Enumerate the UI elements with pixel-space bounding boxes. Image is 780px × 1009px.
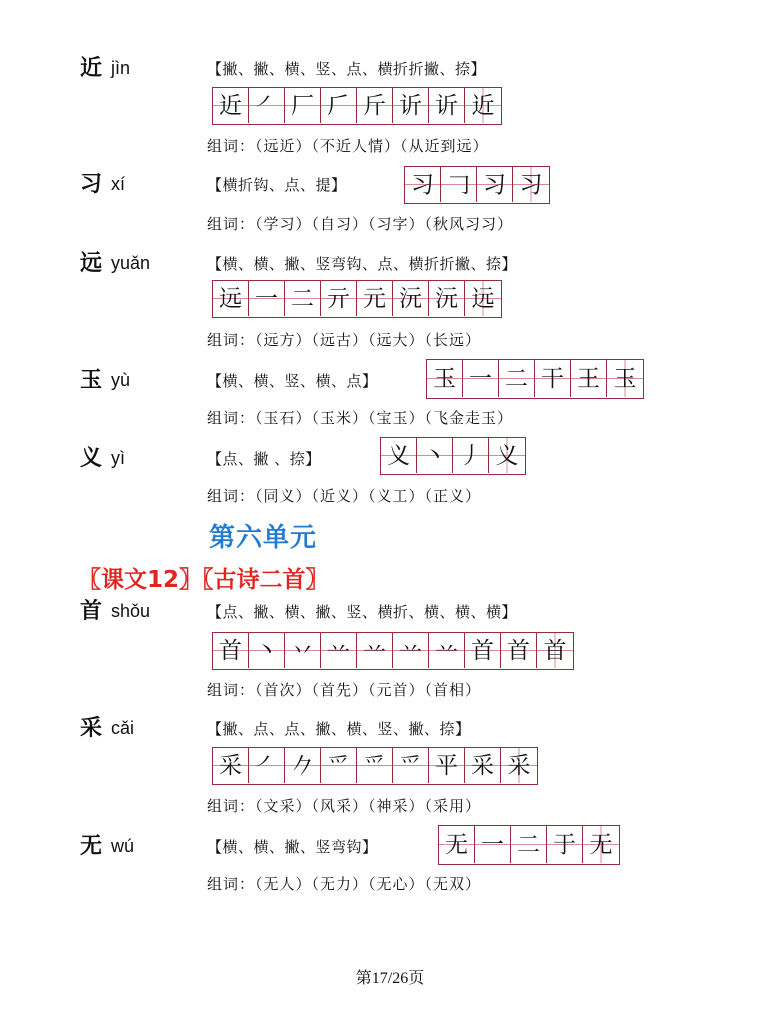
stroke-cell: 一 [463,360,499,397]
stroke-cell: 沅 [429,281,465,316]
stroke-cell: 近 [465,88,501,123]
entry-character: 玉 [80,367,103,393]
stroke-cell: 二 [499,360,535,397]
stroke-cell: 丿 [453,438,489,473]
stroke-cell: 沅 [393,281,429,316]
entry-pinyin: wú [111,836,135,856]
entry-character: 义 [80,445,103,471]
stroke-cell: 平 [429,748,465,783]
word-examples: 组词：（远方）（远古）（远大）（长远） [207,331,482,349]
stroke-cell: 玉 [607,360,643,397]
page-number: 第17/26页 [355,970,425,987]
stroke-cell: 首 [501,633,537,668]
stroke-cell: 䜣 [393,88,429,123]
stroke-cell: 一 [475,826,511,863]
entry-character: 习 [80,171,103,197]
stroke-cell: 首 [213,633,249,668]
stroke-order-text: 【横、横、撇、竖弯钩】 [207,838,378,856]
stroke-cell: 爫 [321,748,357,783]
stroke-grid [212,747,538,785]
stroke-order-text: 【撇、撇、横、竖、点、横折折撇、捺】 [207,60,487,78]
stroke-cell: 习 [405,167,441,202]
stroke-cell: 一 [249,281,285,316]
stroke-cell: 丶 [249,633,285,668]
entry-pinyin: shǒu [111,601,151,621]
stroke-order-text: 【横、横、竖、横、点】 [207,372,378,390]
stroke-cell: 采 [213,748,249,783]
stroke-cell: 干 [535,360,571,397]
stroke-cell: 首 [537,633,573,668]
stroke-cell: 习 [513,167,549,202]
stroke-cell: 䜣 [429,88,465,123]
stroke-grid [212,632,574,670]
stroke-grid [404,166,550,204]
stroke-cell: 远 [465,281,501,316]
entry-character: 无 [80,833,103,859]
stroke-cell: 习 [477,167,513,202]
stroke-order-text: 【点、撇、横、撇、竖、横折、横、横、横】 [207,603,518,621]
stroke-cell: 厂 [285,88,321,123]
stroke-order-text: 【横、横、撇、竖弯钩、点、横折折撇、捺】 [207,255,518,273]
stroke-cell: ㇒ [249,88,285,123]
stroke-cell: 䒑 [357,633,393,668]
entry-character: 首 [80,598,103,624]
stroke-cell: 䒑 [393,633,429,668]
stroke-cell: 丷 [285,633,321,668]
word-examples: 组词：（远近）（不近人情）（从近到远） [207,137,489,155]
word-examples: 组词：（玉石）（玉米）（宝玉）（飞金走玉） [207,409,514,427]
stroke-cell: 𠂊 [285,748,321,783]
entry-character: 采 [80,715,103,741]
entry-pinyin: yù [111,370,131,390]
stroke-cell: 䒑 [321,633,357,668]
stroke-cell: 爫 [357,748,393,783]
stroke-grid [212,87,502,125]
stroke-cell: 𠃌 [441,167,477,202]
stroke-cell: 䒑 [429,633,465,668]
stroke-cell: 二 [511,826,547,863]
stroke-cell: 采 [501,748,537,783]
entry-character: 远 [80,250,103,276]
entry-character: 近 [80,55,103,81]
entry-pinyin: jìn [111,58,131,78]
entry-pinyin: yì [111,448,126,468]
stroke-grid [426,359,644,399]
stroke-cell: 义 [489,438,525,473]
stroke-cell: 无 [439,826,475,863]
stroke-cell: 于 [547,826,583,863]
stroke-order-text: 【撇、点、点、撇、横、竖、撇、捺】 [207,720,471,738]
stroke-grid [212,280,502,318]
stroke-order-text: 【点、撇 、捺】 [207,450,321,468]
stroke-cell: 王 [571,360,607,397]
stroke-order-text: 【横折钩、点、提】 [207,176,347,194]
word-examples: 组词：（文采）（风采）（神采）（采用） [207,797,482,815]
stroke-cell: 斤 [357,88,393,123]
stroke-cell: 𠂆 [321,88,357,123]
stroke-grid [438,825,620,865]
stroke-grid [380,437,526,475]
stroke-cell: 亓 [321,281,357,316]
unit-title: 第六单元 [209,523,318,553]
lesson-title: 〖课文12〗〖古诗二首〗 [78,567,329,593]
entry-pinyin: yuǎn [111,253,151,273]
stroke-cell: 元 [357,281,393,316]
stroke-cell: 首 [465,633,501,668]
word-examples: 组词：（学习）（自习）（习字）（秋风习习） [207,215,514,233]
stroke-cell: 丶 [417,438,453,473]
stroke-cell: ㇒ [249,748,285,783]
stroke-cell: 无 [583,826,619,863]
stroke-cell: 二 [285,281,321,316]
stroke-cell: 采 [465,748,501,783]
stroke-cell: 义 [381,438,417,473]
word-examples: 组词：（同义）（近义）（义工）（正义） [207,487,482,505]
stroke-cell: 近 [213,88,249,123]
stroke-cell: 远 [213,281,249,316]
stroke-cell: 爫 [393,748,429,783]
word-examples: 组词：（无人）（无力）（无心）（无双） [207,875,482,893]
entry-pinyin: xí [111,174,126,194]
word-examples: 组词：（首次）（首先）（元首）（首相） [207,681,482,699]
entry-pinyin: cǎi [111,718,135,738]
stroke-cell: 玉 [427,360,463,397]
